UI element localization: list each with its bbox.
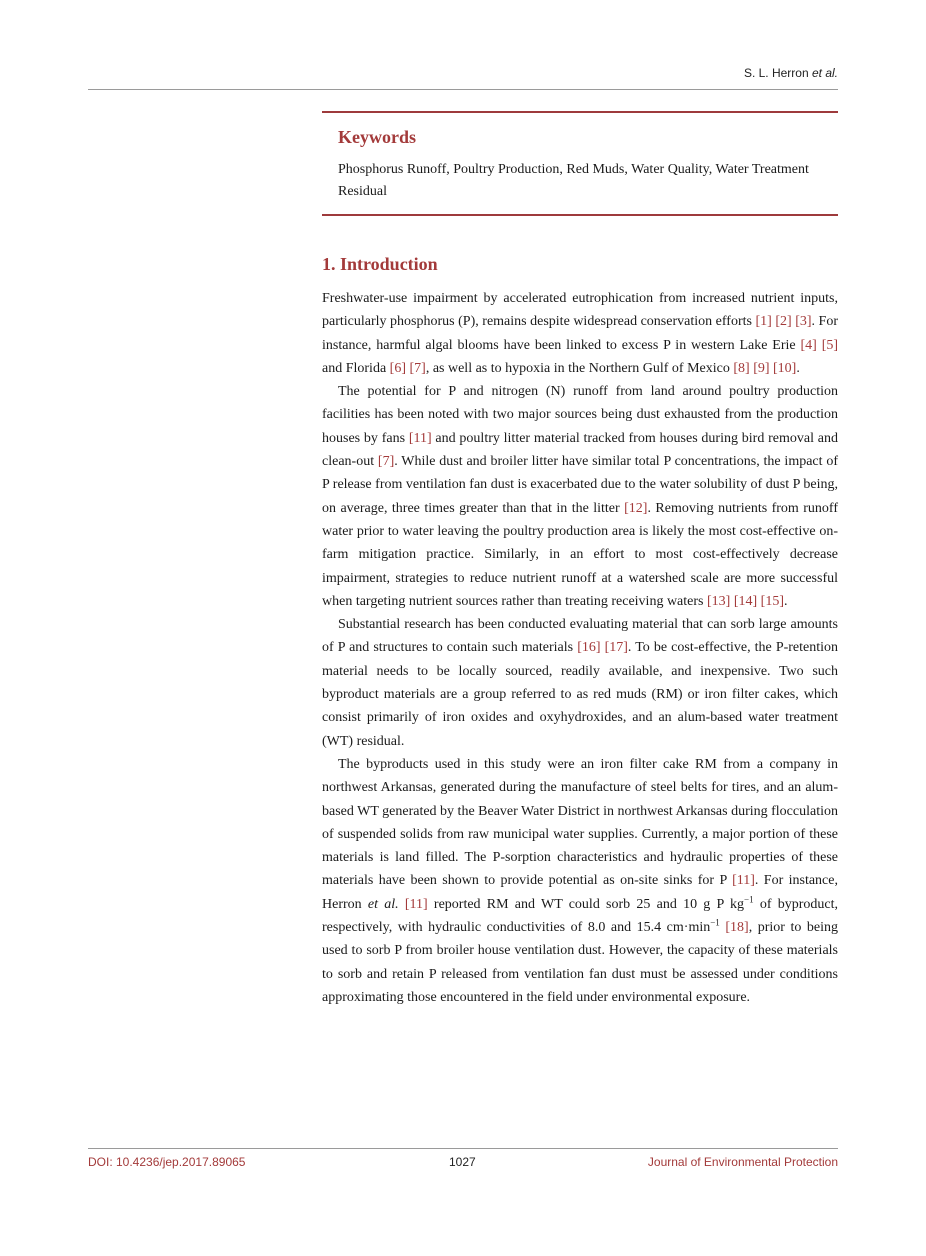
citation-link[interactable]: [7] bbox=[409, 360, 426, 376]
text-run: The potential for P and nitrogen (N) runoff from land around poultry production facilities has been noted with two major sources being dust exhausted from the production houses by fans bbox=[322, 384, 838, 446]
citation-link[interactable]: [12] bbox=[624, 500, 648, 516]
citation-link[interactable]: [7] bbox=[377, 454, 395, 470]
text-run: , as well as to hypoxia in the Northern Gulf of Mexico bbox=[425, 360, 734, 376]
citation-link[interactable]: [9] bbox=[753, 360, 770, 376]
text-run: and Florida bbox=[322, 360, 390, 376]
citation-link[interactable]: [17] bbox=[604, 640, 628, 656]
page-number: 1027 bbox=[449, 1155, 476, 1169]
superscript: −1 bbox=[744, 894, 754, 905]
keywords-text: Phosphorus Runoff, Poultry Production, Red Muds, Water Quality, Water Treatment Residual bbox=[338, 162, 809, 199]
section-title: 1. Introduction bbox=[322, 254, 438, 274]
footer-journal[interactable]: Journal of Environmental Protection bbox=[647, 1155, 838, 1169]
et-al-italic: et al. bbox=[367, 896, 399, 912]
footer-doi[interactable]: DOI: 10.4236/jep.2017.89065 bbox=[88, 1155, 246, 1169]
body-text bbox=[322, 287, 838, 1009]
citation-link[interactable]: [11] bbox=[404, 896, 428, 912]
citation-link[interactable]: [8] bbox=[733, 360, 750, 376]
citation-link[interactable]: [5] bbox=[821, 337, 839, 353]
text-run: of byproduct, respectively, with hydraulic conductivities of 8.0 and 15.4 cm·min bbox=[322, 896, 838, 936]
paragraph-2 bbox=[322, 380, 838, 613]
text-run: . While dust and broiler litter have similar total P concentrations, the impact of P release from ventilation fan dust is exacerbated due to the water solubility of dust P being, on average, three times greater than that in the litter bbox=[322, 454, 838, 516]
text-run: . Removing nutrients from runoff water prior to water leaving the poultry production area is likely the most cost-effective on-farm mitigation practice. Similarly, in an effort to most cost-effectively decrease impairment, strategies to reduce nutrient runoff at a watershed scale are more successful when targeting nutrient sources rather than treating receiving waters bbox=[322, 500, 838, 609]
header-et-al: et al. bbox=[811, 66, 838, 80]
citation-link[interactable]: [11] bbox=[732, 873, 755, 889]
keywords-box bbox=[322, 111, 838, 216]
header-rule bbox=[88, 89, 838, 90]
text-run: and poultry litter material tracked from houses during bird removal and clean-out bbox=[322, 430, 838, 470]
citation-link[interactable]: [14] bbox=[733, 593, 758, 609]
citation-link[interactable]: [16] bbox=[577, 640, 601, 656]
citation-link[interactable]: [13] bbox=[707, 593, 731, 609]
citation-link[interactable]: [6] bbox=[389, 360, 406, 376]
text-run: Substantial research has been conducted evaluating material that can sorb large amounts of P and structures to contain such materials bbox=[322, 617, 838, 656]
text-run: Freshwater-use impairment by accelerated eutrophication from increased nutrient inputs, particularly phosphorus (P), remains despite widespread conservation efforts bbox=[322, 291, 838, 330]
keywords-title: Keywords bbox=[338, 127, 416, 147]
text-run: . To be cost-effective, the P-retention material needs to be locally sourced, readily available, and inexpensive. Two such byproduct materials are a group referred to as red muds (RM) or iron filter cakes, which consist primarily of iron oxides and oxyhydroxides, and an alum-based water treatment (WT) residual. bbox=[322, 640, 839, 749]
text-run: reported RM and WT could sorb 25 and 10 g P kg bbox=[427, 896, 745, 912]
text-run: , prior to being used to sorb P from broiler house ventilation dust. However, the capacity of these materials to sorb and retain P released from ventilation fan dust must be assessed under conditions approximating those encountered in the field under environmental exposure. bbox=[322, 920, 838, 1005]
paragraph-1 bbox=[322, 287, 838, 380]
citation-link[interactable]: [11] bbox=[408, 430, 432, 446]
citation-link[interactable]: [4] bbox=[800, 337, 817, 353]
running-header bbox=[744, 66, 838, 80]
header-author: S. L. Herron bbox=[743, 66, 809, 80]
text-run: . For instance, harmful algal blooms have been linked to excess P in western Lake Erie bbox=[322, 314, 839, 353]
citation-link[interactable]: [18] bbox=[725, 920, 749, 936]
paragraph-4 bbox=[322, 753, 838, 1009]
text-run: . bbox=[783, 593, 788, 609]
citation-link[interactable]: [1] bbox=[755, 314, 772, 330]
paragraph-3 bbox=[322, 613, 838, 753]
text-run: . For instance, Herron bbox=[322, 873, 838, 912]
citation-link[interactable]: [2] bbox=[775, 314, 792, 330]
superscript: −1 bbox=[710, 917, 720, 928]
citation-link[interactable]: [10] bbox=[773, 360, 797, 376]
citation-link[interactable]: [15] bbox=[760, 593, 784, 609]
text-run: The byproducts used in this study were an iron filter cake RM from a company in northwest Arkansas, generated during the manufacture of steel belts for tires, and an alum-based WT generated by the Beaver Water District in northwest Arkansas during flocculation of suspended solids from raw municipal water supplies. Currently, a major portion of these materials is land filled. The P-sorption characteristics and hydraulic properties of these materials have been shown to provide potential as on-site sinks for P bbox=[322, 756, 838, 889]
citation-link[interactable]: [3] bbox=[795, 314, 812, 330]
footer-rule bbox=[88, 1148, 838, 1149]
text-run: . bbox=[796, 360, 800, 376]
